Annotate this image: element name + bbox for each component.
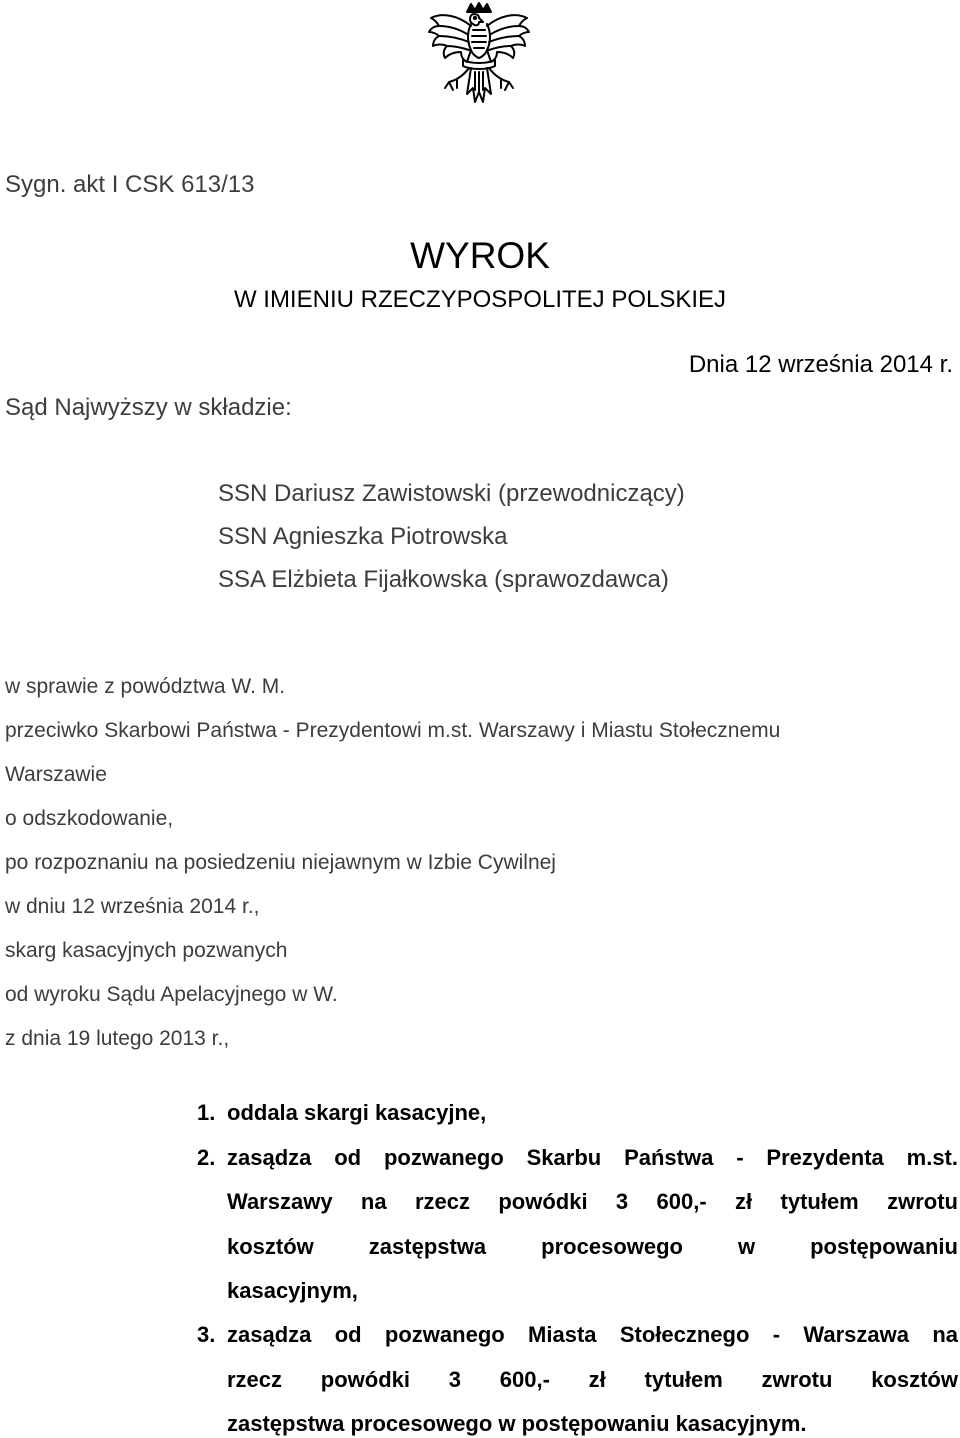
judge-rapporteur: SSA Elżbieta Fijałkowska (sprawozdawca): [218, 566, 669, 593]
case-line-hearing-date: w dniu 12 września 2014 r.,: [5, 895, 260, 918]
ruling-item-text: zasądza od pozwanego Miasta Stołecznego - Warszawa na: [227, 1322, 958, 1347]
case-line-hearing: po rozpoznaniu na posiedzeniu niejawnym w Izbie Cywilnej: [5, 851, 556, 874]
case-line-appellate-court: od wyroku Sądu Apelacyjnego w W.: [5, 983, 338, 1006]
judgment-subtitle: W IMIENIU RZECZYPOSPOLITEJ POLSKIEJ: [233, 286, 727, 313]
ruling-item-text: rzecz powódki 3 600,- zł tytułem zwrotu kosztów: [227, 1367, 958, 1392]
case-line-appeals: skarg kasacyjnych pozwanych: [5, 939, 288, 962]
ruling-item-number: 1.: [197, 1100, 216, 1125]
ruling-item-text: Warszawy na rzecz powódki 3 600,- zł tytułem zwrotu: [227, 1189, 958, 1214]
case-line-defendants: przeciwko Skarbowi Państwa - Prezydentowi m.st. Warszawy i Miastu Stołecznemu: [5, 719, 781, 742]
case-signature: Sygn. akt I CSK 613/13: [5, 171, 255, 198]
case-line-defendants-cont: Warszawie: [5, 763, 107, 786]
case-line-subject: o odszkodowanie,: [5, 807, 174, 830]
polish-eagle-emblem-icon: [417, 2, 541, 126]
ruling-item-number: 3.: [197, 1322, 216, 1347]
court-composition-label: Sąd Najwyższy w składzie:: [5, 394, 292, 421]
ruling-item-number: 2.: [197, 1145, 216, 1170]
judgment-date: Dnia 12 września 2014 r.: [688, 351, 953, 378]
ruling-item-text: kasacyjnym,: [227, 1278, 358, 1303]
ruling-item-text: zasądza od pozwanego Skarbu Państwa - Prezydenta m.st.: [227, 1145, 958, 1170]
judge-presiding: SSN Dariusz Zawistowski (przewodniczący): [218, 480, 685, 507]
case-line-judgment-date: z dnia 19 lutego 2013 r.,: [5, 1027, 230, 1050]
judgment-title: WYROK: [410, 235, 550, 276]
case-line-plaintiff: w sprawie z powództwa W. M.: [5, 675, 286, 698]
judge-member: SSN Agnieszka Piotrowska: [218, 523, 508, 550]
ruling-item-text: zastępstwa procesowego w postępowaniu kasacyjnym.: [227, 1411, 807, 1436]
ruling-item-text: oddala skargi kasacyjne,: [227, 1100, 487, 1125]
ruling-item-text: kosztów zastępstwa procesowego w postępowaniu: [227, 1234, 958, 1259]
